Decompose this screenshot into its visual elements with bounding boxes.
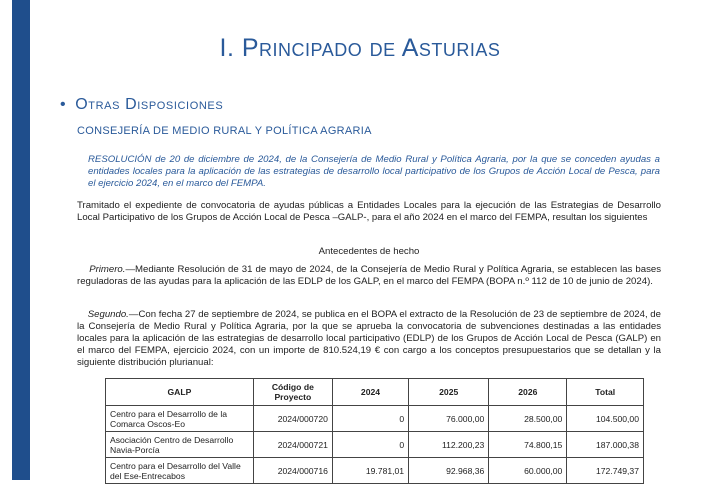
header-galp: GALP	[106, 379, 254, 406]
cell-total: 104.500,00	[567, 406, 644, 432]
section-heading-text: Otras Disposiciones	[75, 96, 224, 113]
header-2024: 2024	[332, 379, 408, 406]
cell-2026: 60.000,00	[489, 458, 567, 484]
cell-2025: 76.000,00	[409, 406, 489, 432]
cell-2026: 28.500,00	[489, 406, 567, 432]
cell-2024: 0	[332, 432, 408, 458]
header-codigo: Código de Proyecto	[253, 379, 332, 406]
cell-total: 172.749,37	[567, 458, 644, 484]
bullet-icon: •	[60, 96, 67, 113]
header-2026: 2026	[489, 379, 567, 406]
table-row	[106, 432, 644, 458]
primero-label: Primero.	[89, 264, 126, 275]
cell-2024: 19.781,01	[332, 458, 408, 484]
table-header-row	[106, 379, 644, 406]
cell-galp: Centro para el Desarrollo de la Comarca Oscos-Eo	[106, 406, 254, 432]
segundo-paragraph	[77, 309, 661, 369]
cell-2026: 74.800,15	[489, 432, 567, 458]
page-title: I. Principado de Asturias	[219, 34, 501, 62]
primero-text: —Mediante Resolución de 31 de mayo de 2024, de la Consejería de Medio Rural y Política Agraria, se establecen las bases reguladoras de las ayudas para la aplicación de las EDLP de los GALP, en el marco del FEMPA (BOPA n.º 112 de 10 de junio de 2024).	[77, 264, 661, 287]
cell-2024: 0	[332, 406, 408, 432]
cell-galp: Asociación Centro de Desarrollo Navia-Porcía	[106, 432, 254, 458]
cell-2025: 112.200,23	[409, 432, 489, 458]
header-total: Total	[567, 379, 644, 406]
intro-paragraph: Tramitado el expediente de convocatoria de ayudas públicas a Entidades Locales para la ejecución de las Estrategias de Desarrollo Local Participativo de los Grupos de Acción Local de Pesca –GALP-, para el año 2024 en el marco del FEMPA, resultan los siguientes	[77, 200, 661, 223]
left-color-bar	[12, 0, 30, 480]
primero-paragraph	[77, 264, 661, 288]
cell-galp: Centro para el Desarrollo del Valle del Ese-Entrecabos	[106, 458, 254, 484]
resolution-summary: RESOLUCIÓN de 20 de diciembre de 2024, de la Consejería de Medio Rural y Política Agraria, por la que se conceden ayudas a entidades locales para la aplicación de las estrategias de desarrollo local participativo de los Grupos de Acción Local de Pesca, para el ejercicio 2024, en el marco del FEMPA.	[88, 154, 660, 189]
section-heading	[60, 96, 223, 114]
budget-table	[105, 378, 644, 484]
cell-2025: 92.968,36	[409, 458, 489, 484]
subsection-heading: CONSEJERÍA DE MEDIO RURAL Y POLÍTICA AGRARIA	[77, 125, 372, 137]
header-2025: 2025	[409, 379, 489, 406]
antecedentes-heading: Antecedentes de hecho	[318, 246, 420, 257]
segundo-text: —Con fecha 27 de septiembre de 2024, se publica en el BOPA el extracto de la Resolución de 23 de septiembre de 2024, de la Consejería de Medio Rural y Política Agraria, por la que se aprueba la convocatoria de subvenciones destinadas a las entidades locales para la aplicación de las estrategias de desarrollo local participativo (EDLP) de los Grupos de Acción Local de Pesca (GALP) en el marco del FEMPA, ejercicio 2024, con un importe de 810.524,19 € con cargo a los conceptos presupuestarios que se detallan y la siguiente distribución plurianual:	[77, 309, 661, 368]
cell-codigo: 2024/000720	[253, 406, 332, 432]
cell-codigo: 2024/000721	[253, 432, 332, 458]
cell-total: 187.000,38	[567, 432, 644, 458]
cell-codigo: 2024/000716	[253, 458, 332, 484]
table-row	[106, 406, 644, 432]
segundo-label: Segundo.	[87, 309, 129, 320]
